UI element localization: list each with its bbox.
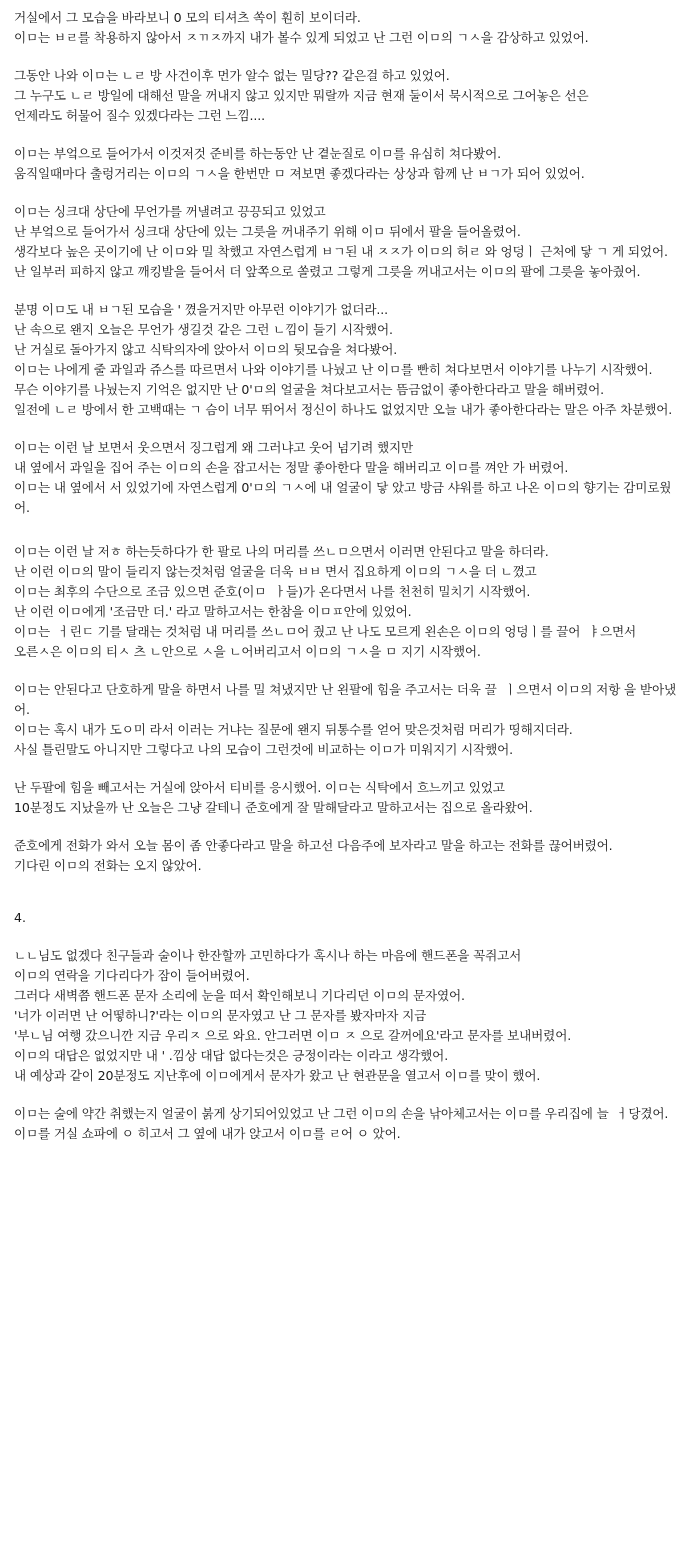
text-line: 사실 틀린말도 아니지만 그렇다고 나의 모습이 그런것에 비교하는 이ㅁ가 미워지기 시작했어.: [14, 742, 513, 757]
paragraph-3: [14, 144, 686, 184]
text-line: 난 속으로 왠지 오늘은 무언가 생길것 같은 그런 ㄴ낌이 들기 시작했어.: [14, 322, 393, 337]
text-line: 이ㅁ는 나에게 줄 과일과 쥬스를 따르면서 나와 이야기를 나눴고 난 이ㅁ를 빤히 쳐다보면서 이야기를 나누기 시작했어.: [14, 362, 653, 377]
paragraph-4: [14, 202, 686, 282]
text-line: 난 거실로 돌아가지 않고 식탁의자에 앉아서 이ㅁ의 뒷모습을 쳐다봤어.: [14, 342, 398, 357]
text-line: 거실에서 그 모습을 바라보니 0 모의 티셔츠 쏙이 훤히 보이더라.: [14, 10, 361, 25]
section-gap: [14, 894, 686, 908]
text-line: 이ㅁ의 연락을 기다리다가 잠이 들어버렸어.: [14, 968, 250, 983]
text-line: 난 두팔에 힘을 빼고서는 거실에 앉아서 티비를 응시했어. 이ㅁ는 식탁에서 흐느끼고 있었고: [14, 780, 505, 795]
text-line: 일전에 ㄴㄹ 방에서 한 고백때는 ㄱ 슴이 너무 뛰어서 정신이 하나도 없었지만 오늘 내가 좋아한다라는 말은 아주 차분했어.: [14, 402, 673, 417]
paragraph-1: [14, 8, 686, 48]
text-line: 내 옆에서 과일을 집어 주는 이ㅁ의 손을 잡고서는 정말 좋아한다 말을 해버리고 이ㅁ를 껴안 가 버렸어.: [14, 460, 569, 475]
text-line: ㄴㄴ님도 없겠다 친구들과 술이나 한잔할까 고민하다가 혹시나 하는 마음에 핸드폰을 꼭쥐고서: [14, 948, 522, 963]
paragraph-6: [14, 438, 686, 518]
text-line: '부ㄴ님 여행 갔으니깐 지금 우리ㅈ 으로 와요. 안그러면 이ㅁ ㅈ 으로 갈꺼에요'라고 문자를 보내버렸어.: [14, 1028, 572, 1043]
text-line: 이ㅁ는 내 옆에서 서 있었기에 자연스럽게 0'ㅁ의 ㄱㅅ에 내 얼굴이 닿 았고 방금 샤워를 하고 나온 이ㅁ의 향기는 감미로웠어.: [14, 480, 672, 515]
text-line: 난 부엌으로 들어가서 싱크대 상단에 있는 그릇을 꺼내주기 위해 이ㅁ 뒤에서 팔을 들어올렸어.: [14, 224, 521, 239]
text-line: 준호에게 전화가 와서 오늘 몸이 좀 안좋다라고 말을 하고선 다음주에 보자라고 말을 하고는 전화를 끊어버렸어.: [14, 838, 613, 853]
text-line: 그동안 나와 이ㅁ는 ㄴㄹ 방 사건이후 먼가 알수 없는 밀당?? 같은걸 하고 있었어.: [14, 68, 450, 83]
text-line: 움직일때마다 출렁거리는 이ㅁ의 ㄱㅅ을 한번만 ㅁ 져보면 좋겠다라는 상상과 함께 난 ㅂㄱ가 되어 있었어.: [14, 166, 585, 181]
text-line: 이ㅁ의 대답은 없었지만 내 ' .낌상 대답 없다는것은 긍정이라는 이라고 생각했어.: [14, 1048, 449, 1063]
text-line: 이ㅁ는 최후의 수단으로 조금 있으면 준호(이ㅁ ㅏ들)가 온다면서 나를 천천히 밀치기 시작했어.: [14, 584, 531, 599]
text-line: 이ㅁ를 거실 쇼파에 ㅇ 히고서 그 옆에 내가 앉고서 이ㅁ를 ㄹ어 ㅇ 았어.: [14, 1126, 401, 1141]
text-line: 난 이런 이ㅁ에게 '조금만 더.' 라고 말하고서는 한참을 이ㅁㅍ안에 있었어.: [14, 604, 412, 619]
text-line: 이ㅁ는 ㅂㄹ를 착용하지 않아서 ㅈㄲㅈ까지 내가 볼수 있게 되었고 난 그런 이ㅁ의 ㄱㅅ을 감상하고 있었어.: [14, 30, 589, 45]
paragraph-11: [14, 946, 686, 1086]
text-line: 이ㅁ는 부엌으로 들어가서 이것저것 준비를 하는동안 난 곁눈질로 이ㅁ를 유심히 쳐다봤어.: [14, 146, 501, 161]
section-number: 4.: [14, 910, 27, 925]
text-line: 이ㅁ는 싱크대 상단에 무언가를 꺼낼려고 끙끙되고 있었고: [14, 204, 326, 219]
paragraph-2: [14, 66, 686, 126]
text-line: 이ㅁ는 혹시 내가 도ㅇ미 라서 이러는 거냐는 질문에 왠지 뒤통수를 얻어 맞은것처럼 머리가 띵해지더라.: [14, 722, 573, 737]
text-line: 분명 이ㅁ도 내 ㅂㄱ된 모습을 ' 꼈을거지만 아무런 이야기가 없더라...: [14, 302, 388, 317]
text-line: 그러다 새벽쯤 핸드폰 문자 소리에 눈을 떠서 확인해보니 기다리던 이ㅁ의 문자였어.: [14, 988, 465, 1003]
text-line: '너가 이러면 난 어떻하니?'라는 이ㅁ의 문자였고 난 그 문자를 봤자마자 지금: [14, 1008, 427, 1023]
text-line: 무슨 이야기를 나눴는지 기억은 없지만 난 0'ㅁ의 얼굴을 쳐다보고서는 뜸금없이 좋아한다라고 말을 해버렸어.: [14, 382, 604, 397]
text-line: 이ㅁ는 이런 날 저ㅎ 하는듯하다가 한 팔로 나의 머리를 쓰ㄴㅁ으면서 이러면 안된다고 말을 하더라.: [14, 544, 549, 559]
paragraph-12: [14, 1104, 686, 1144]
text-line: 10분정도 지났을까 난 오늘은 그냥 갈테니 준호에게 잘 말해달라고 말하고서는 집으로 올라왔어.: [14, 800, 533, 815]
paragraph-8: [14, 680, 686, 760]
text-line: 난 일부러 피하지 않고 깨킹발을 들어서 더 앞쪽으로 쏠렸고 그렇게 그릇을 꺼내고서는 이ㅁ의 팔에 그릇을 놓아줬어.: [14, 264, 641, 279]
paragraph-9: [14, 778, 686, 818]
text-line: 이ㅁ는 이런 날 보면서 웃으면서 징그럽게 왜 그러냐고 웃어 넘기려 했지만: [14, 440, 413, 455]
text-line: 생각보다 높은 곳이기에 난 이ㅁ와 밀 착했고 자연스럽게 ㅂㄱ된 내 ㅈㅈ가 이ㅁ의 허ㄹ 와 엉덩ㅣ 근처에 닿 ㄱ 게 되었어.: [14, 244, 668, 259]
text-line: 기다린 이ㅁ의 전화는 오지 않았어.: [14, 858, 202, 873]
text-line: 오른ㅅ은 이ㅁ의 티ㅅ 츠 ㄴ안으로 ㅅ을 ㄴ어버리고서 이ㅁ의 ㄱㅅ을 ㅁ 지기 시작했어.: [14, 644, 481, 659]
paragraph-5: [14, 300, 686, 420]
text-line: 언제라도 허물어 질수 있겠다라는 그런 느낌....: [14, 108, 265, 123]
text-line: 그 누구도 ㄴㄹ 방일에 대해선 말을 꺼내지 않고 있지만 뭐랄까 지금 현재 둘이서 묵시적으로 그어놓은 선은: [14, 88, 589, 103]
text-line: 이ㅁ는 술에 약간 취했는지 얼굴이 붉게 상기되어있었고 난 그런 이ㅁ의 손을 낚아체고서는 이ㅁ를 우리집에 늘 ㅓ당겼어.: [14, 1106, 669, 1121]
text-line: 내 예상과 같이 20분정도 지난후에 이ㅁ에게서 문자가 왔고 난 현관문을 열고서 이ㅁ를 맞이 했어.: [14, 1068, 541, 1083]
paragraph-7: [14, 542, 686, 662]
text-line: 난 이런 이ㅁ의 말이 들리지 않는것처럼 얼굴을 더욱 ㅂㅂ 면서 집요하게 이ㅁ의 ㄱㅅ을 더 ㄴ꼈고: [14, 564, 537, 579]
text-line: 이ㅁ는 ㅓ린ㄷ 기를 달래는 것처럼 내 머리를 쓰ㄴㅁ어 줬고 난 나도 모르게 왼손은 이ㅁ의 엉덩ㅣ를 끌어 ㅑ으면서: [14, 624, 637, 639]
text-line: 이ㅁ는 안된다고 단호하게 말을 하면서 나를 밀 쳐냈지만 난 왼팔에 힘을 주고서는 더욱 끌 ㅣ으면서 이ㅁ의 저항 을 받아냈어.: [14, 682, 676, 717]
paragraph-10: [14, 836, 686, 876]
